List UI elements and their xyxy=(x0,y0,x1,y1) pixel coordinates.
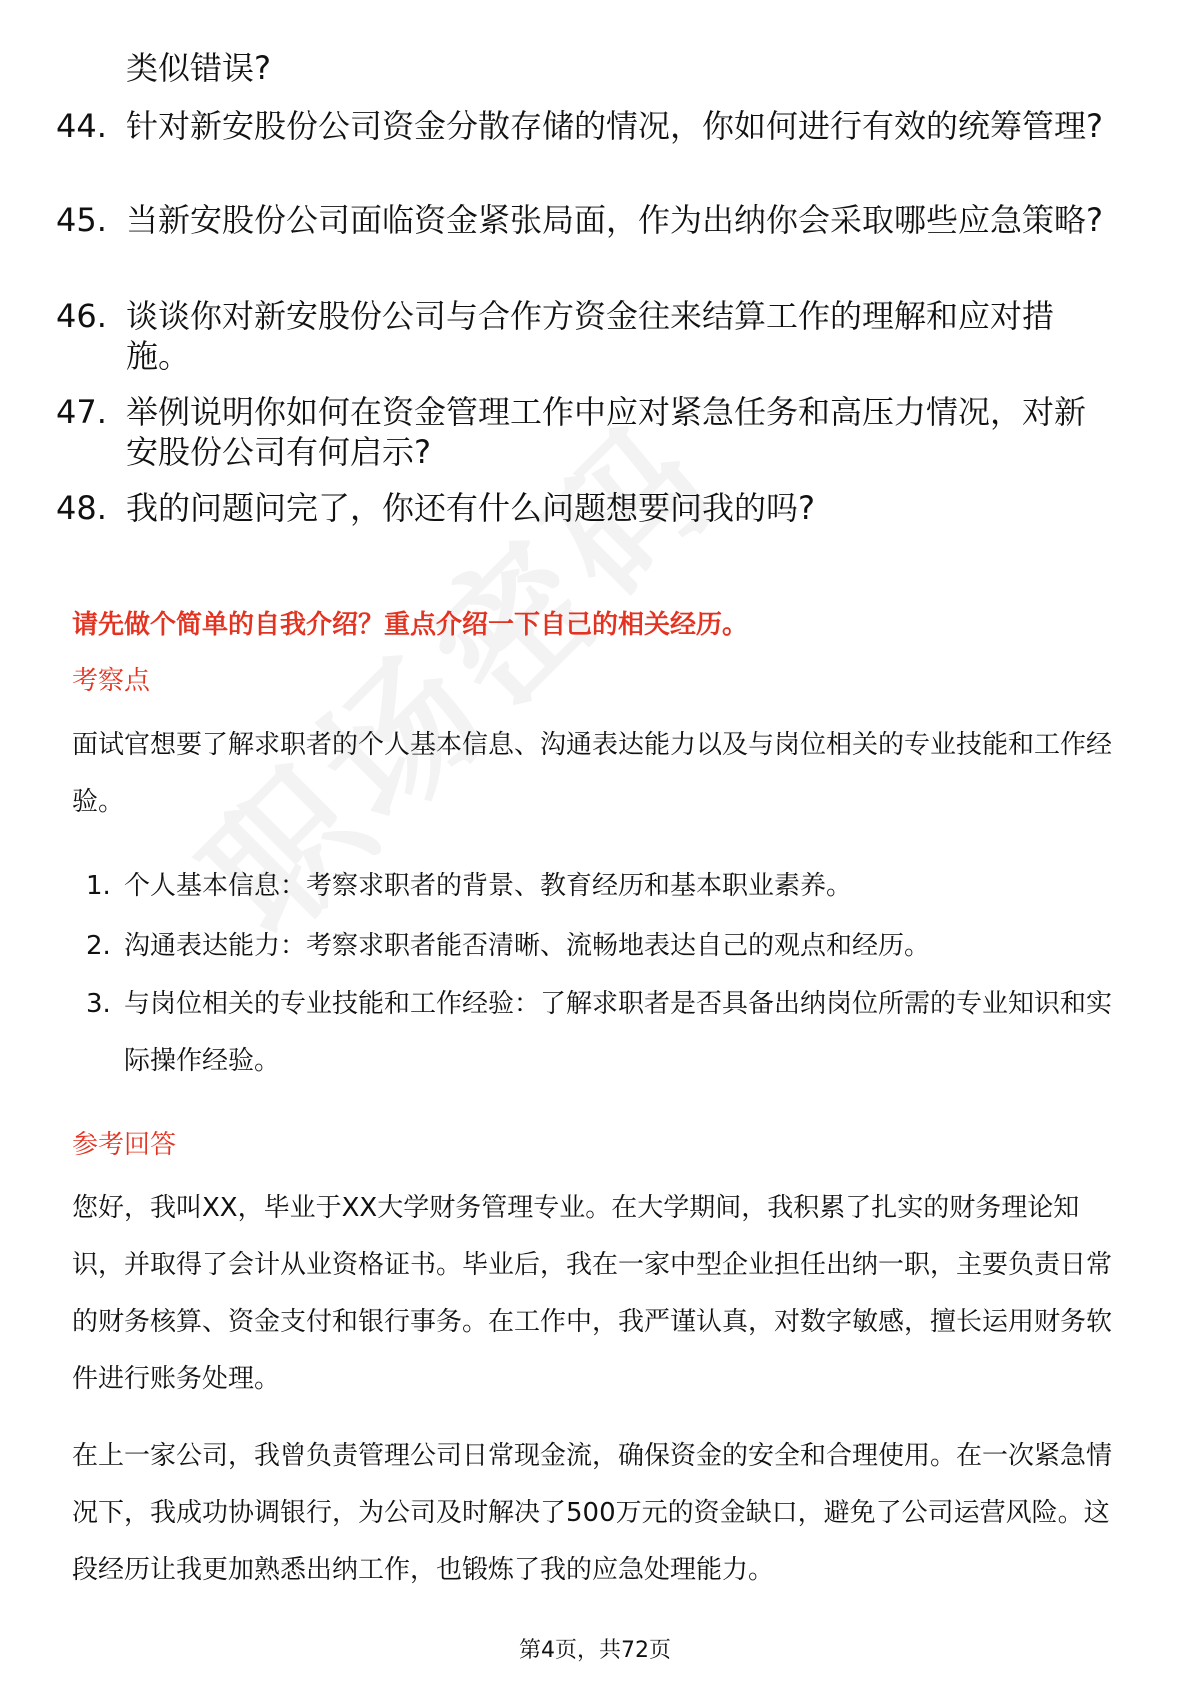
question-text: 我的问题问完了，你还有什么问题想要问我的吗? xyxy=(126,489,815,527)
section-title: 请先做个简单的自我介绍？重点介绍一下自己的相关经历。 xyxy=(72,610,749,640)
question-number: 47. xyxy=(56,393,107,431)
question-number: 44. xyxy=(56,107,107,145)
answer-paragraph-2: 在上一家公司，我曾负责管理公司日常现金流，确保资金的安全和合理使用。在一次紧急情况下，我成功协调银行，为公司及时解决了500万元的资金缺口，避免了公司运营风险。这段经历让我更加熟悉出纳工作，也锻炼了我的应急处理能力。 xyxy=(72,1441,1113,1585)
question-number: 48. xyxy=(56,489,107,527)
question-text: 当新安股份公司面临资金紧张局面，作为出纳你会采取哪些应急策略? xyxy=(126,201,1103,239)
answer-paragraph-1: 您好，我叫XX，毕业于XX大学财务管理专业。在大学期间，我积累了扎实的财务理论知识，并取得了会计从业资格证书。毕业后，我在一家中型企业担任出纳一职，主要负责日常的财务核算、资金支付和银行事务。在工作中，我严谨认真，对数字敏感，擅长运用财务软件进行账务处理。 xyxy=(72,1193,1113,1394)
kaocha-label: 考察点 xyxy=(72,666,151,696)
question-text: 类似错误? xyxy=(126,49,271,87)
question-number: 46. xyxy=(56,297,107,335)
list-text: 与岗位相关的专业技能和工作经验：了解求职者是否具备出纳岗位所需的专业知识和实际操作经验。 xyxy=(124,989,1113,1076)
page-footer: 第4页，共72页 xyxy=(519,1638,671,1663)
question-text: 谈谈你对新安股份公司与合作方资金往来结算工作的理解和应对措施。 xyxy=(126,297,1055,375)
kaocha-intro: 面试官想要了解求职者的个人基本信息、沟通表达能力以及与岗位相关的专业技能和工作经验。 xyxy=(72,730,1113,817)
list-text: 沟通表达能力：考察求职者能否清晰、流畅地表达自己的观点和经历。 xyxy=(124,931,931,961)
list-number: 1. xyxy=(86,871,111,901)
list-text: 个人基本信息：考察求职者的背景、教育经历和基本职业素养。 xyxy=(124,871,853,901)
answer-label: 参考回答 xyxy=(72,1130,177,1160)
list-number: 2. xyxy=(86,931,111,961)
question-text: 举例说明你如何在资金管理工作中应对紧急任务和高压力情况，对新安股份公司有何启示? xyxy=(126,393,1087,471)
list-number: 3. xyxy=(86,989,111,1019)
question-text: 针对新安股份公司资金分散存储的情况，你如何进行有效的统筹管理? xyxy=(126,107,1103,145)
question-number: 45. xyxy=(56,201,107,239)
